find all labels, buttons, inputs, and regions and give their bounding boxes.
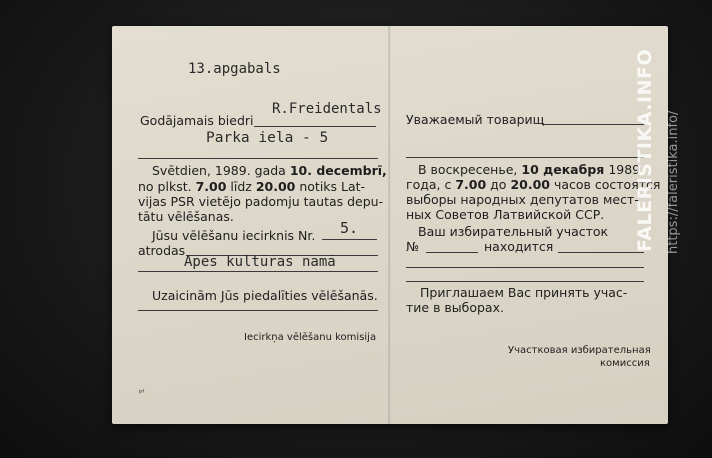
invite-underline [138, 310, 378, 311]
name-underline [254, 126, 376, 127]
election-invitation-card [112, 26, 668, 424]
commission-ru-line2: комиссия [600, 358, 650, 369]
address-underline [138, 158, 378, 159]
station-address-underline-2 [138, 271, 378, 272]
station-lv-line2: atrodas [138, 243, 186, 258]
station-ru-line1: Ваш избирательный участок [418, 224, 609, 239]
greeting-ru: Уважаемый товарищ [406, 112, 545, 127]
ru-name-underline [542, 124, 644, 125]
station-lv-line1: Jūsu vēlēšanu iecirknis Nr. [152, 228, 316, 243]
commission-ru-line1: Участковая избирательная [508, 345, 651, 356]
paragraph-lv-line1: Svētdien, 1989. gada 10. decembrī, [152, 163, 387, 178]
ru-station-address-underline-1 [558, 252, 644, 253]
ru-address-underline [406, 157, 644, 158]
card-center-fold [388, 26, 391, 424]
typed-station-place: Apes kultūras namā [184, 254, 336, 270]
paragraph-ru-line1: В воскресенье, 10 декабря 1989 [418, 162, 641, 177]
commission-lv: Iecirkņa vēlēšanu komisija [244, 332, 377, 343]
greeting-lv: Godājamais biedri [140, 113, 254, 128]
watermark-brand: FALERISTIKA.INFO [634, 48, 656, 252]
invite-ru-line2: тие в выборах. [406, 300, 504, 315]
typed-station-number: 5. [340, 219, 359, 237]
printer-mark: ᵖᶠ [139, 388, 145, 397]
typed-address: Parka iela - 5 [206, 130, 329, 146]
paragraph-ru-line2: года, с 7.00 до 20.00 часов состоятся [406, 177, 661, 192]
paragraph-lv-line2: no plkst. 7.00 līdz 20.00 notiks Lat- [138, 179, 366, 194]
station-number-underline [322, 239, 377, 240]
ru-station-address-underline-2 [406, 267, 644, 268]
paragraph-lv-line3: vijas PSR vietējo padomju tautas depu- [138, 194, 384, 209]
ru-station-address-underline-3 [406, 281, 644, 282]
station-ru-number-label: № [406, 239, 420, 254]
ru-station-number-underline [426, 252, 478, 253]
district-number: 13.apgabals [188, 61, 281, 77]
paragraph-ru-line3: выборы народных депутатов мест- [406, 192, 639, 207]
invite-ru-line1: Приглашаем Вас принять учас- [420, 285, 628, 300]
typed-recipient-name: R.Freidentals [272, 101, 382, 117]
invite-lv: Uzaicinām Jūs piedalīties vēlēšanās. [152, 288, 378, 303]
station-ru-line2: находится [484, 239, 554, 254]
paragraph-ru-line4: ных Советов Латвийской ССР. [406, 207, 605, 222]
paragraph-lv-line4: tātu vēlēšanas. [138, 209, 234, 224]
watermark-url: https://faleristika.info/ [666, 110, 681, 254]
